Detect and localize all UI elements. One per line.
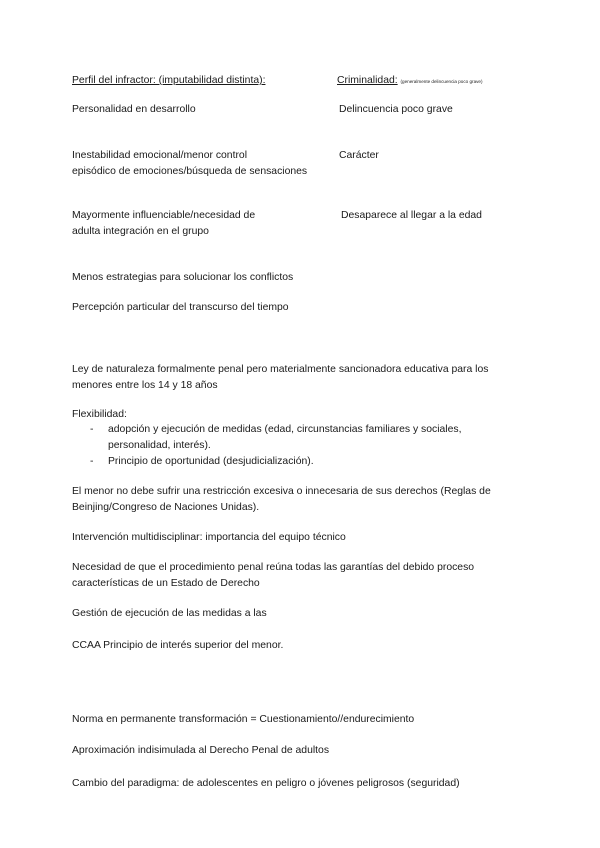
ley-line: menores entre los 14 y 18 años xyxy=(72,380,218,391)
dash-bullet: - xyxy=(90,456,94,467)
criminality-note: (generalmente delincuencia poco grave) xyxy=(400,79,483,84)
paragraph-line: Norma en permanente transformación = Cuestionamiento//endurecimiento xyxy=(72,714,415,725)
left-item: Menos estrategias para solucionar los conflictos xyxy=(72,272,294,283)
left-item: Mayormente influenciable/necesidad de xyxy=(72,210,256,221)
profile-heading: Perfil del infractor: (imputabilidad distinta): xyxy=(72,75,266,86)
list-item xyxy=(90,454,530,470)
paragraph-line: El menor no debe sufrir una restricción excesiva o innecesaria de sus derechos (Reglas de xyxy=(72,486,491,497)
left-item: episódico de emociones/búsqueda de sensaciones xyxy=(72,166,308,177)
bullet-text: Principio de oportunidad (desjudicialización). xyxy=(108,456,314,467)
paragraph-line: CCAA Principio de interés superior del menor. xyxy=(72,640,284,651)
paragraph-line: Necesidad de que el procedimiento penal reúna todas las garantías del debido proceso xyxy=(72,562,475,573)
paragraph-line: Cambio del paradigma: de adolescentes en peligro o jóvenes peligrosos (seguridad) xyxy=(72,778,460,789)
bullet-text: adopción y ejecución de medidas (edad, circunstancias familiares y sociales, xyxy=(108,424,462,435)
left-item: Personalidad en desarrollo xyxy=(72,104,196,115)
dash-bullet: - xyxy=(90,424,94,435)
right-item: Delincuencia poco grave xyxy=(339,104,453,115)
list-item xyxy=(90,422,530,454)
flexibilidad-list xyxy=(90,422,530,470)
paragraph-line: características de un Estado de Derecho xyxy=(72,578,260,589)
criminality-heading-wrap xyxy=(337,73,483,90)
ley-line: Ley de naturaleza formalmente penal pero materialmente sancionadora educativa para los xyxy=(72,364,489,375)
left-item: Inestabilidad emocional/menor control xyxy=(72,150,248,161)
paragraph-line: Gestión de ejecución de las medidas a las xyxy=(72,608,267,619)
bullet-text: personalidad, interés). xyxy=(108,440,211,451)
paragraph-line: Beinjing/Congreso de Naciones Unidas). xyxy=(72,502,260,513)
right-item: Desaparece al llegar a la edad xyxy=(341,210,482,221)
left-item: adulta integración en el grupo xyxy=(72,226,209,237)
flexibilidad-title: Flexibilidad: xyxy=(72,409,127,420)
paragraph-line: Intervención multidisciplinar: importancia del equipo técnico xyxy=(72,532,346,543)
criminality-heading: Criminalidad: xyxy=(337,75,398,86)
right-item: Carácter xyxy=(339,150,379,161)
left-item: Percepción particular del transcurso del tiempo xyxy=(72,302,289,313)
paragraph-line: Aproximación indisimulada al Derecho Penal de adultos xyxy=(72,745,330,756)
